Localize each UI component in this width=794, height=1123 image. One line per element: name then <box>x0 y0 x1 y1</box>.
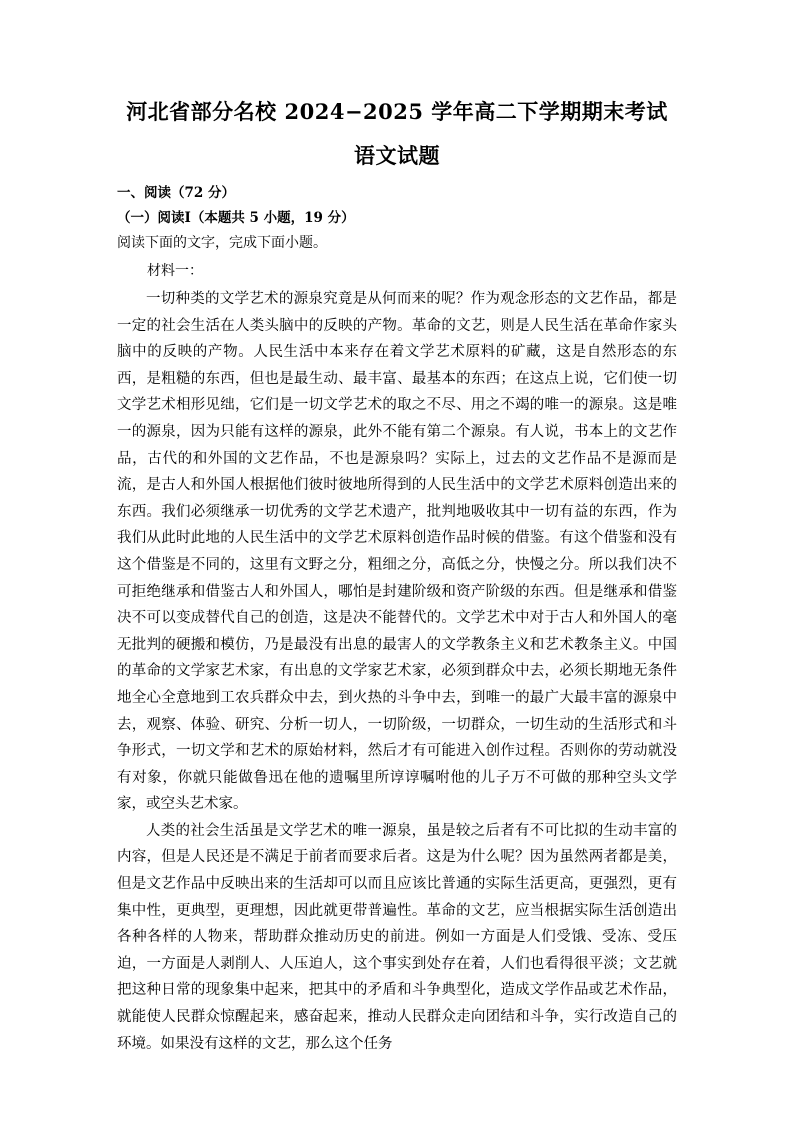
passage-body <box>117 286 677 1057</box>
paragraph: 人类的社会生活虽是文学艺术的唯一源泉，虽是较之后者有不可比拟的生动丰富的内容，但是人民还是不满足于前者而要求后者。这是为什么呢？因为虽然两者都是美，但是文艺作品中反映出来的生活却可以而且应该比普通的实际生活更高，更强烈，更有集中性，更典型，更理想，因此就更带普遍性。革命的文艺，应当根据实际生活创造出各种各样的人物来，帮助群众推动历史的前进。例如一方面是人们受饿、受冻、受压迫，一方面是人剥削人、人压迫人，这个事实到处存在着，人们也看得很平淡；文艺就把这种日常的现象集中起来，把其中的矛盾和斗争典型化，造成文学作品或艺术作品，就能使人民群众惊醒起来，感奋起来，推动人民群众走向团结和斗争，实行改造自己的环境。如果没有这样的文艺，那么这个任务 <box>117 822 677 1052</box>
document-subtitle: 语文试题 <box>354 143 440 168</box>
section-heading: 一、阅读（72 分） <box>117 185 235 201</box>
instruction-text: 阅读下面的文字，完成下面小题。 <box>117 235 327 251</box>
paragraph: 一切种类的文学艺术的源泉究竟是从何而来的呢？作为观念形态的文艺作品，都是一定的社会生活在人类头脑中的反映的产物。革命的文艺，则是人民生活在革命作家头脑中的反映的产物。人民生活中本来存在着文学艺术原料的矿藏，这是自然形态的东西，是粗糙的东西，但也是最生动、最丰富、最基本的东西；在这点上说，它们使一切文学艺术相形见绌，它们是一切文学艺术的取之不尽、用之不竭的唯一的源泉。这是唯一的源泉，因为只能有这样的源泉，此外不能有第二个源泉。有人说，书本上的文艺作品，古代的和外国的文艺作品，不也是源泉吗？实际上，过去的文艺作品不是源而是流，是古人和外国人根据他们彼时彼地所得到的人民生活中的文学艺术原料创造出来的东西。我们必须继承一切优秀的文学艺术遗产，批判地吸收其中一切有益的东西，作为我们从此时此地的人民生活中的文学艺术原料创造作品时候的借鉴。有这个借鉴和没有这个借鉴是不同的，这里有文野之分，粗细之分，高低之分，快慢之分。所以我们决不可拒绝继承和借鉴古人和外国人，哪怕是封建阶级和资产阶级的东西。但是继承和借鉴决不可以变成替代自己的创造，这是决不能替代的。文学艺术中对于古人和外国人的毫无批判的硬搬和模仿，乃是最没有出息的最害人的文学教条主义和艺术教条主义。中国的革命的文学家艺术家，有出息的文学家艺术家，必须到群众中去，必须长期地无条件地全心全意地到工农兵群众中去，到火热的斗争中去，到唯一的最广大最丰富的源泉中去，观察、体验、研究、分析一切人，一切阶级，一切群众，一切生动的生活形式和斗争形式，一切文学和艺术的原始材料，然后才有可能进入创作过程。否则你的劳动就没有对象，你就只能做鲁迅在他的遗嘱里所谆谆嘱咐他的儿子万不可做的那种空头文学家，或空头艺术家。 <box>117 291 677 813</box>
material-label: 材料一： <box>147 263 203 279</box>
document-title: 河北省部分名校 2024−2025 学年高二下学期期末考试 <box>126 99 668 124</box>
subsection-heading: （一）阅读Ⅰ（本题共 5 小题，19 分） <box>117 210 355 226</box>
